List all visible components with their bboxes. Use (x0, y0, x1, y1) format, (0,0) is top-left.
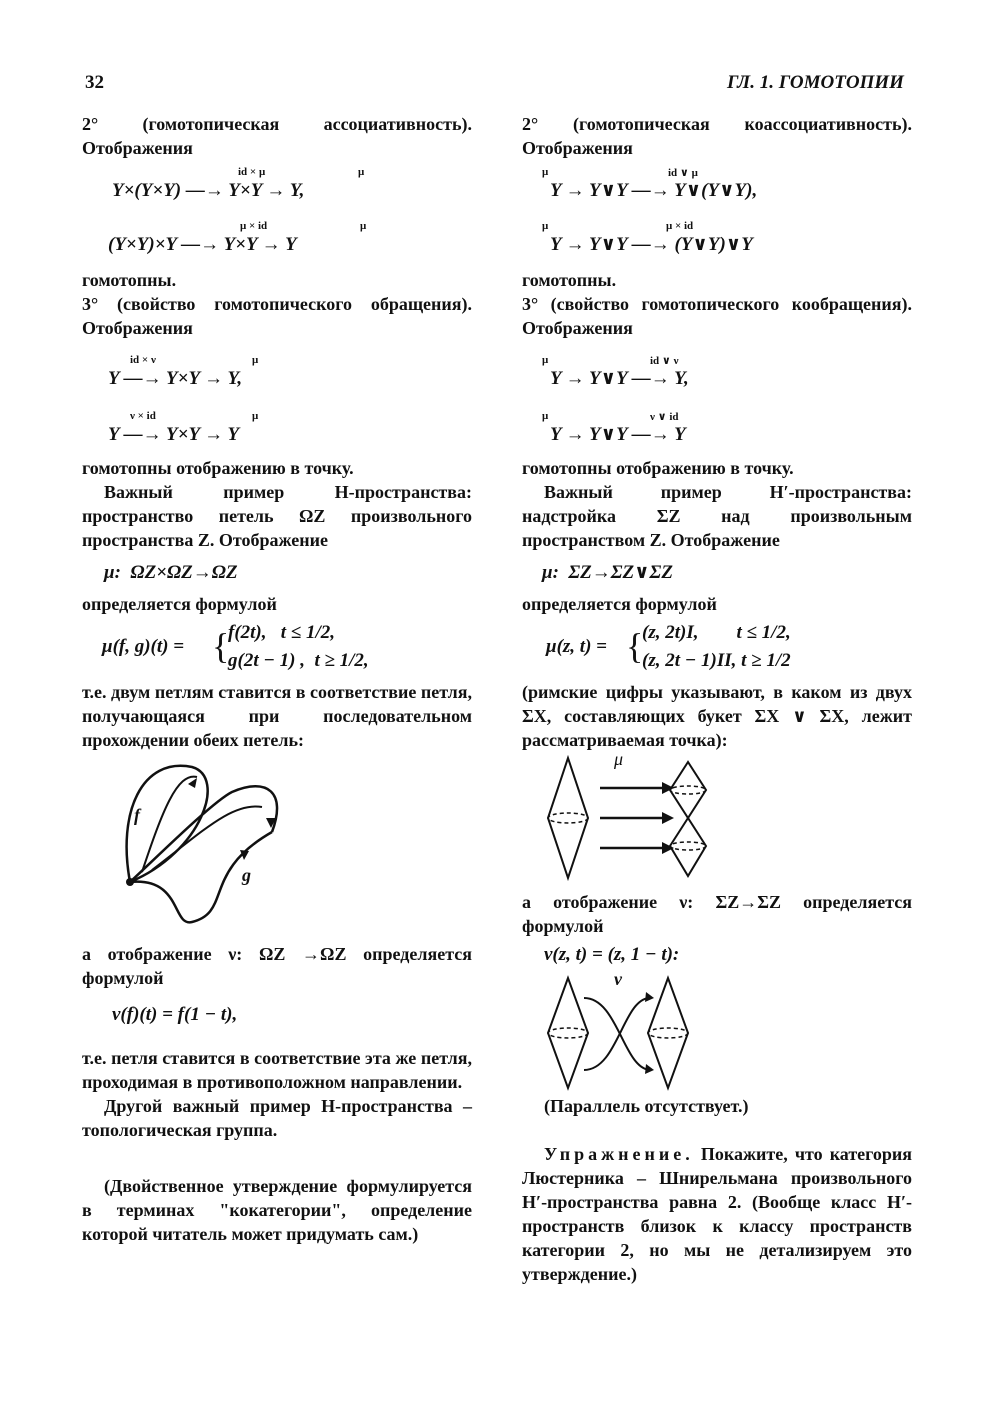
right-formula-block-1 (522, 160, 912, 268)
right-formula-block-2 (522, 340, 912, 456)
left-formula-1a: Y×(Y×Y) —→ Y×Y → Y, (112, 180, 305, 201)
left-para-defined: определяется формулой (82, 594, 277, 614)
right-brace: { (626, 626, 644, 666)
right-figure-flip (522, 969, 912, 1094)
right-para-homotopic: гомотопны. (522, 270, 617, 290)
right-para-defined: определяется формулой (522, 594, 717, 614)
left-formula-2b: Y —→ Y×Y → Y (108, 424, 240, 445)
left-para-homotopic: гомотопны. (82, 270, 177, 290)
left-para-example: Важный пример H-пространства: пространство петель ΩZ произвольного пространства Z. Отображение (82, 482, 472, 550)
left-para-nu: а отображение ν: ΩZ →ΩZ определяется формулой (82, 944, 472, 988)
right-para-nu: а отображение ν: ΣZ→ΣZ определяется формулой (522, 892, 912, 936)
right-formula-1a: Y → Y∨Y —→ Y∨(Y∨Y), (550, 180, 758, 201)
left-para-inversion: 3° (свойство гомотопического обращения). Отображения (82, 294, 472, 338)
exercise-text: Покажите, что категория Люстерника – Шнирельмана произвольного H′-пространства равна 2. (Вообще класс H′-пространств близок к классу пространств категории 2, но мы не детализируем это утверждение.) (522, 1144, 913, 1284)
right-mu-label-3: μ (542, 354, 549, 366)
left-mu-label-2: μ (360, 220, 367, 232)
left-para-associativity: 2° (гомотопическая ассоциативность). Отображения (82, 114, 472, 158)
right-mu-label-4: μ (542, 410, 549, 422)
suspension-mu-label: μ (614, 749, 624, 769)
right-formula-nu: ν(z, t) = (z, 1 − t): (544, 944, 680, 965)
page-number: 32 (85, 72, 104, 93)
exercise-heading: Упражнение. (544, 1144, 694, 1164)
right-formula-block-3 (522, 552, 912, 592)
left-para-reverse: т.е. петля ставится в соответствие эта же петля, проходимая в противоположном направлении. (82, 1048, 472, 1092)
left-formula-case-2: g(2t − 1) , t ≥ 1/2, (228, 650, 369, 671)
right-para-point: гомотопны отображению в точку. (522, 458, 794, 478)
left-formula-case-1: f(2t), t ≤ 1/2, (228, 622, 335, 643)
right-arrow-label-1: id ∨ μ (668, 167, 698, 179)
left-para-loops: т.е. двум петлям ставится в соответствие петля, получающаяся при последовательном прохождении обеих петель: (82, 682, 472, 750)
suspension-pinch-diagram (548, 758, 718, 888)
right-para-coinversion: 3° (свойство гомотопического кообращения). Отображения (522, 294, 912, 338)
left-formula-block-4 (82, 616, 472, 680)
right-figure-suspension (522, 749, 912, 890)
left-formula-block-5 (82, 990, 472, 1046)
left-mu-label-4: μ (252, 410, 259, 422)
left-para-point: гомотопны отображению в точку. (82, 458, 354, 478)
right-formula-1b: Y → Y∨Y —→ (Y∨Y)∨Y (550, 234, 753, 255)
left-formula-block-1 (82, 160, 472, 268)
left-formula-piecewise-lhs: μ(f, g)(t) = (102, 636, 185, 657)
right-para-coassociativity: 2° (гомотопическая коассоциативность). Отображения (522, 114, 912, 158)
left-arrow-label-4: ν × id (130, 410, 156, 422)
right-formula-block-5 (522, 938, 912, 972)
left-arrow-label-2: μ × id (240, 220, 268, 232)
right-formula-2b: Y → Y∨Y —→ Y (550, 424, 686, 445)
right-formula-case-1: (z, 2t)I, t ≤ 1/2, (642, 622, 791, 643)
right-arrow-label-4: ν ∨ id (650, 411, 679, 423)
loop-label-g: g (242, 865, 251, 885)
right-para-example: Важный пример H′-пространства: надстройка ΣZ над произвольным пространством Z. Отображение (522, 482, 912, 550)
right-mu-label-1: μ (542, 166, 549, 178)
left-para-dual: (Двойственное утверждение формулируется в терминах "кокатегории", определение которой читатель может придумать сам.) (82, 1176, 472, 1244)
loop-label-f: f (134, 805, 140, 825)
left-arrow-label-3: id × ν (130, 354, 156, 366)
left-formula-2a: Y —→ Y×Y → Y, (108, 368, 243, 389)
left-mu-label-1: μ (358, 166, 365, 178)
right-mu-label-2: μ (542, 220, 549, 232)
flip-nu-label: ν (614, 969, 622, 989)
right-formula-block-4 (522, 616, 912, 680)
right-formula-case-2: (z, 2t − 1)II, t ≥ 1/2 (642, 650, 791, 671)
left-formula-1b: (Y×Y)×Y —→ Y×Y → Y (108, 234, 297, 255)
left-formula-block-2 (82, 340, 472, 456)
right-formula-mu: μ: ΣZ→ΣZ∨ΣZ (542, 562, 673, 583)
left-formula-mu: μ: ΩZ×ΩZ→ΩZ (104, 562, 238, 583)
left-brace: { (212, 626, 230, 666)
left-para-group: Другой важный пример H-пространства – топологическая группа. (82, 1096, 472, 1140)
suspension-flip-diagram (548, 978, 718, 1088)
right-arrow-label-3: id ∨ ν (650, 355, 679, 367)
right-arrow-label-2: μ × id (666, 220, 694, 232)
running-head: ГЛ. 1. ГОМОТОПИИ (727, 72, 904, 93)
right-formula-piecewise-lhs: μ(z, t) = (546, 636, 607, 657)
left-mu-label-3: μ (252, 354, 259, 366)
loops-diagram (122, 752, 322, 942)
right-para-no-parallel: (Параллель отсутствует.) (544, 1096, 749, 1116)
left-formula-nu: ν(f)(t) = f(1 − t), (112, 1004, 238, 1025)
left-formula-block-3 (82, 552, 472, 592)
right-para-exercise (522, 1142, 912, 1286)
left-column (82, 112, 472, 1246)
left-figure-loops (82, 752, 472, 942)
right-formula-2a: Y → Y∨Y —→ Y, (550, 368, 689, 389)
right-para-roman: (римские цифры указывают, в каком из двух ΣX, составляющих букет ΣX ∨ ΣX, лежит рассматриваемая точка): (522, 682, 912, 750)
left-arrow-label-1: id × μ (238, 166, 266, 178)
right-column (522, 112, 912, 1286)
